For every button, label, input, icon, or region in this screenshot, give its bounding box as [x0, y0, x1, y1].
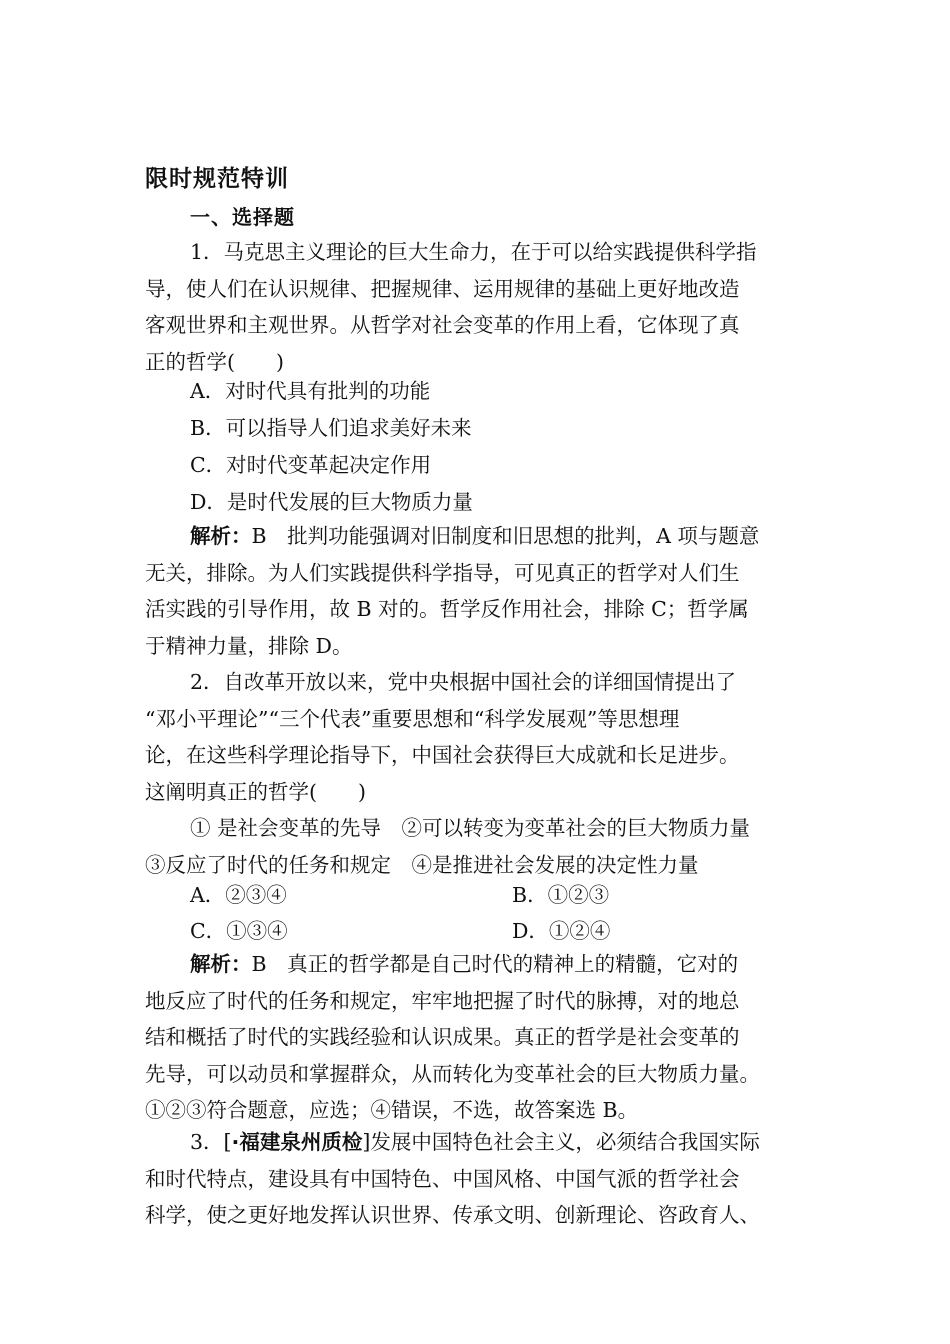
question-3-text: ]发展中国特色社会主义，必须结合我国实际	[362, 1130, 760, 1154]
question-2-line: 这阐明真正的哲学( )	[145, 779, 366, 804]
question-1-stem	[145, 234, 810, 380]
question-2-stem	[145, 664, 810, 883]
analysis-line	[145, 946, 810, 983]
question-3-line: 和时代特点，建设具有中国特色、中国风格、中国气派的哲学社会	[145, 1166, 740, 1191]
analysis-text: B 批判功能强调对旧制度和旧思想的批判，A 项与题意	[251, 524, 760, 548]
question-2-option-d: D．①②④	[512, 919, 611, 943]
question-1-option-b: B．可以指导人们追求美好未来	[190, 416, 472, 440]
analysis-line: 先导，可以动员和掌握群众，从而转化为变革社会的巨大物质力量。	[145, 1061, 760, 1086]
analysis-line: 活实践的引导作用，故 B 对的。哲学反作用社会，排除 C；哲学属	[145, 597, 749, 621]
question-1-option-d: D．是时代发展的巨大物质力量	[190, 490, 473, 514]
analysis-line: 无关，排除。为人们实践提供科学指导，可见真正的哲学对人们生	[145, 560, 740, 585]
analysis-label: 解析：	[190, 952, 252, 976]
question-1-analysis	[145, 518, 810, 664]
question-1-line: 1．马克思主义理论的巨大生命力，在于可以给实践提供科学指	[190, 240, 757, 264]
analysis-line: 于精神力量，排除 D。	[145, 633, 353, 658]
question-3-number: 3．[	[190, 1130, 232, 1154]
question-3-stem	[145, 1124, 810, 1234]
page-title: 限时规范特训	[145, 166, 289, 192]
question-2-option-a: A．②③④	[190, 883, 287, 907]
analysis-label: 解析：	[190, 524, 252, 548]
question-1-option-a: A．对时代具有批判的功能	[190, 379, 431, 403]
section-heading: 一、选择题	[190, 205, 295, 229]
analysis-line: ①②③符合题意，应选；④错误，不选，故答案选 B。	[145, 1098, 639, 1122]
question-2-statements: ① 是社会变革的先导 ②可以转变为变革社会的巨大物质力量	[190, 816, 751, 840]
question-1-option-c: C．对时代变革起决定作用	[190, 453, 432, 477]
question-1-line: 正的哲学( )	[145, 349, 284, 374]
analysis-line	[145, 518, 810, 555]
question-1-line: 客观世界和主观世界。从哲学对社会变革的作用上看，它体现了真	[145, 313, 740, 337]
question-3-line: 科学，使之更好地发挥认识世界、传承文明、创新理论、咨政育人、	[145, 1203, 760, 1227]
question-2-line: “邓小平理论”“三个代表”重要思想和“科学发展观”等思想理	[145, 706, 680, 731]
question-3-line	[145, 1124, 810, 1161]
question-2-line: 论，在这些科学理论指导下，中国社会获得巨大成就和长足进步。	[145, 743, 740, 767]
analysis-line: 地反应了时代的任务和规定，牢牢地把握了时代的脉搏，对的地总	[145, 988, 740, 1013]
question-3-source: ·福建泉州质检	[231, 1130, 363, 1154]
question-1-line: 导，使人们在认识规律、把握规律、运用规律的基础上更好地改造	[145, 276, 740, 301]
question-2-line: 2．自改革开放以来，党中央根据中国社会的详细国情提出了	[190, 670, 737, 694]
analysis-line: 结和概括了时代的实践经验和认识成果。真正的哲学是社会变革的	[145, 1025, 740, 1049]
question-2-statements: ③反应了时代的任务和规定 ④是推进社会发展的决定性力量	[145, 852, 699, 877]
question-2-option-b: B．①②③	[512, 883, 610, 907]
question-2-option-c: C．①③④	[190, 919, 288, 943]
question-2-analysis	[145, 946, 810, 1129]
analysis-text: B 真正的哲学都是自己时代的精神上的精髓，它对的	[251, 952, 739, 976]
